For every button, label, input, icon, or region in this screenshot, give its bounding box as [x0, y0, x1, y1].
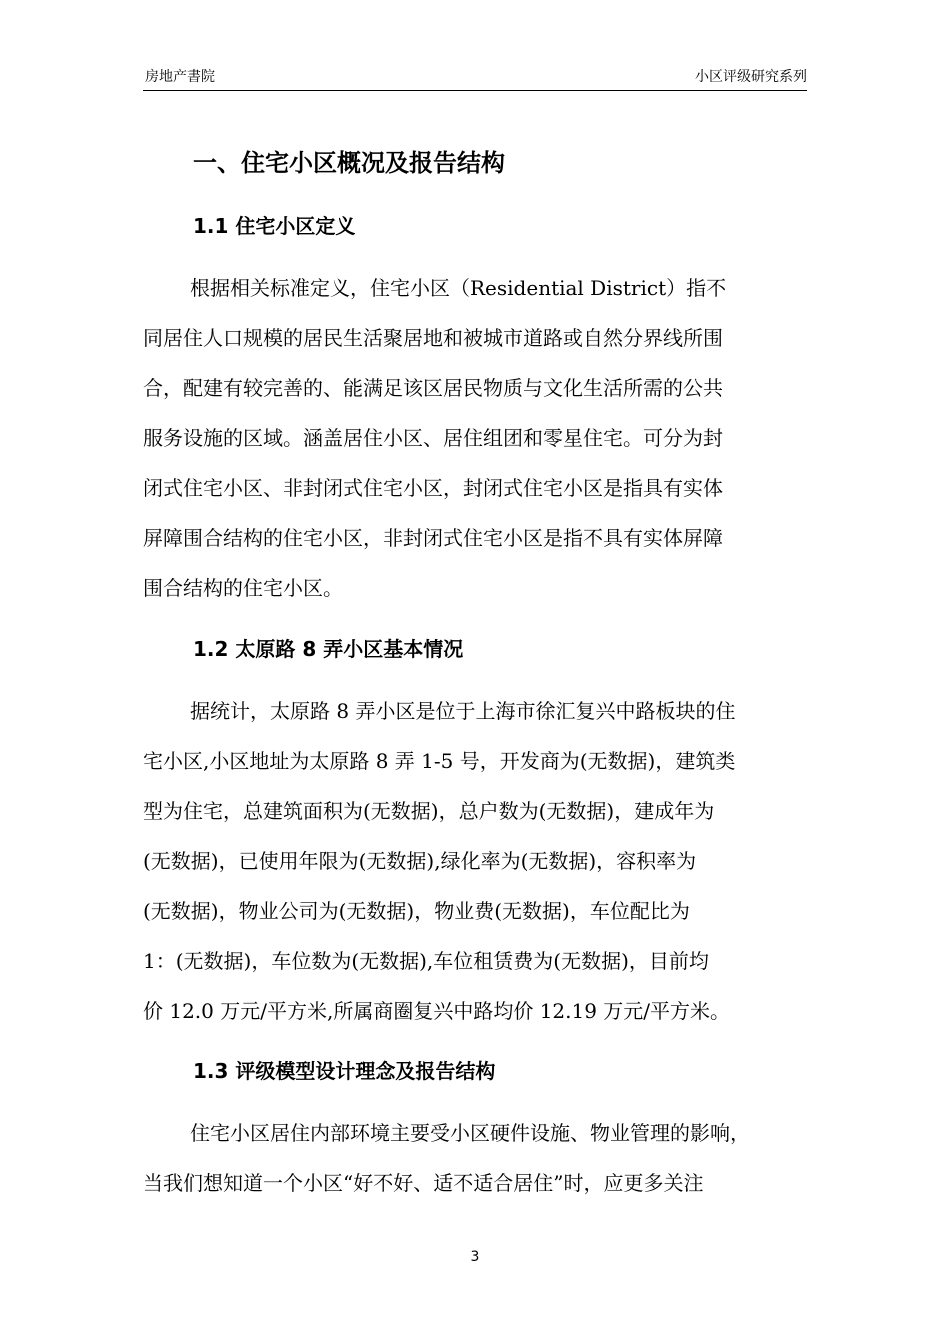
text-line: (无数据)，物业公司为(无数据)，物业费(无数据)，车位配比为 [143, 899, 690, 923]
header-right-title: 小区评级研究系列 [695, 69, 807, 85]
text-line: 屏障围合结构的住宅小区，非封闭式住宅小区是指不具有实体屏障 [143, 526, 723, 550]
text-line: 根据相关标准定义，住宅小区（Residential District）指不 [190, 276, 727, 300]
text-line: 宅小区,小区地址为太原路 8 弄 1-5 号，开发商为(无数据)，建筑类 [143, 749, 736, 773]
text-line: 闭式住宅小区、非封闭式住宅小区，封闭式住宅小区是指具有实体 [143, 476, 723, 500]
text-line: 当我们想知道一个小区“好不好、适不适合居住”时，应更多关注 [143, 1171, 704, 1195]
section-title: 一、住宅小区概况及报告结构 [193, 149, 505, 177]
subsection-heading-1-2: 1.2 太原路 8 弄小区基本情况 [193, 637, 464, 661]
text-line: 服务设施的区域。涵盖居住小区、居住组团和零星住宅。可分为封 [143, 426, 723, 450]
text-line: 合，配建有较完善的、能满足该区居民物质与文化生活所需的公共 [143, 376, 723, 400]
subsection-heading-1-3: 1.3 评级模型设计理念及报告结构 [193, 1059, 496, 1083]
paragraph-rating-model [143, 1108, 807, 1208]
text-line: 据统计，太原路 8 弄小区是位于上海市徐汇复兴中路板块的住 [190, 699, 736, 723]
header-left-title: 房地产書院 [145, 69, 215, 85]
header-divider [143, 90, 807, 91]
text-line: 1：(无数据)，车位数为(无数据),车位租赁费为(无数据)，目前均 [143, 949, 709, 973]
text-line: 价 12.0 万元/平方米,所属商圈复兴中路均价 12.19 万元/平方米。 [143, 999, 731, 1023]
text-line: 围合结构的住宅小区。 [143, 576, 343, 600]
paragraph-residential-definition [143, 263, 807, 613]
text-line: 型为住宅，总建筑面积为(无数据)，总户数为(无数据)，建成年为 [143, 799, 715, 823]
text-line: 住宅小区居住内部环境主要受小区硬件设施、物业管理的影响， [190, 1121, 750, 1145]
text-line: (无数据)，已使用年限为(无数据),绿化率为(无数据)，容积率为 [143, 849, 697, 873]
subsection-heading-1-1: 1.1 住宅小区定义 [193, 214, 356, 238]
paragraph-district-basic-info [143, 686, 807, 1036]
page-number: 3 [470, 1249, 480, 1265]
text-line: 同居住人口规模的居民生活聚居地和被城市道路或自然分界线所围 [143, 326, 723, 350]
